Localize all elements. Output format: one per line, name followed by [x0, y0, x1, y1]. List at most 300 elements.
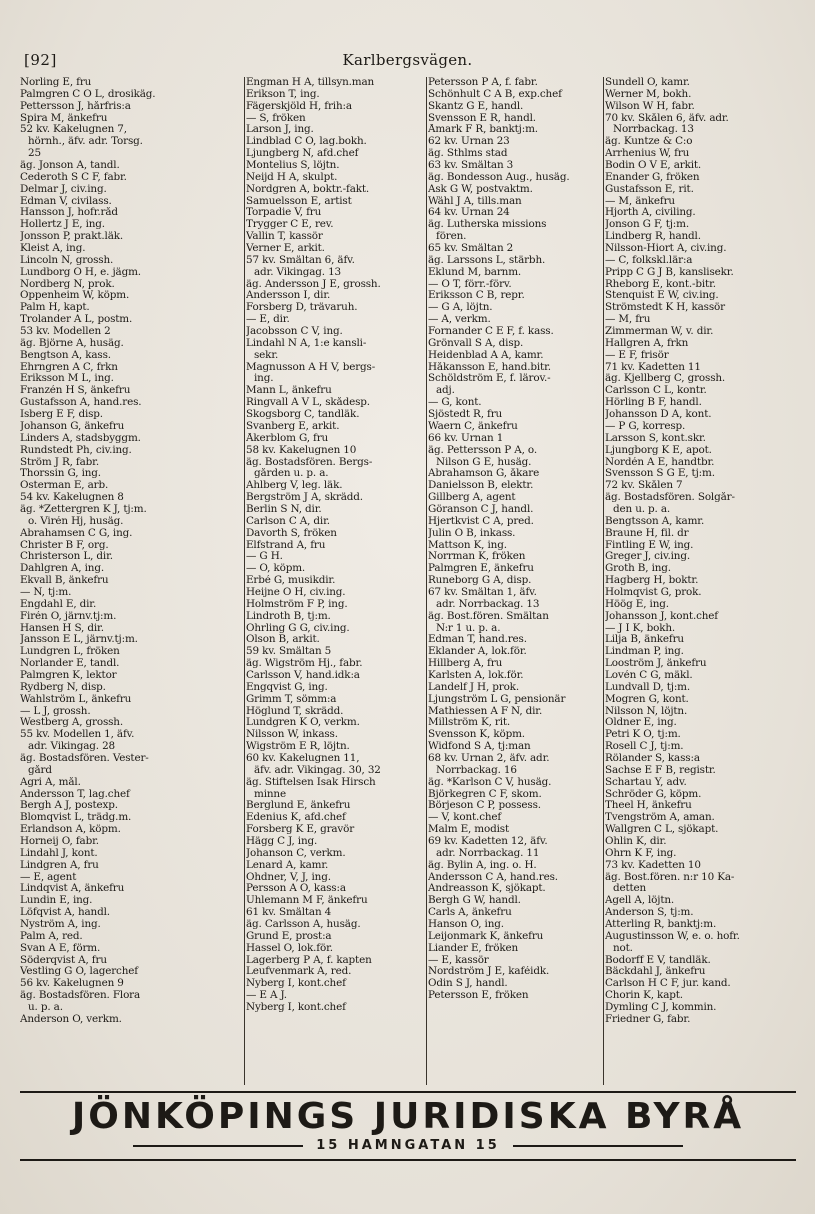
directory-entry: Tvengström A, aman.	[605, 812, 715, 824]
directory-entry: Julin O B, inkass.	[428, 527, 516, 539]
directory-entry: Grönvall S A, disp.	[428, 337, 524, 349]
directory-entry: Göranson C J, handl.	[428, 503, 534, 515]
advertisement-title: JÖNKÖPINGS JURIDISKA BYRÅ	[71, 1096, 745, 1137]
directory-entry: Elfstrand A, fru	[246, 539, 326, 551]
directory-entry: Cederoth S C F, fabr.	[20, 171, 127, 183]
directory-entry: Carlson C A, dir.	[246, 515, 330, 527]
directory-entry: Rosell C J, tj:m.	[605, 741, 684, 753]
directory-entry: Runeborg G A, disp.	[428, 575, 532, 587]
directory-entry: Svanberg E, arkit.	[246, 420, 340, 432]
directory-entry: Stenquist E W, civ.ing.	[605, 290, 719, 302]
directory-entry: Hörling B F, handl.	[605, 397, 702, 409]
directory-entry: äg. *Zettergren K J, tj:m.	[20, 503, 147, 515]
directory-entry: Strömstedt K H, kassör	[605, 302, 725, 314]
directory-entry: Blomqvist L, trädg.m.	[20, 812, 132, 824]
directory-entry: adr. Vikingag. 13	[254, 266, 342, 278]
directory-entry: Lindahl J, kont.	[20, 847, 98, 859]
directory-entry: Hillberg A, fru	[428, 658, 503, 670]
directory-entry: Ohdner, V, J, ing.	[246, 871, 331, 883]
directory-entry: Nyberg I, kont.chef	[246, 978, 346, 990]
directory-entry: Lilja B, änkefru	[605, 634, 684, 646]
directory-entry: Åkerblom G, fru	[246, 432, 329, 444]
directory-entry: Delmar J, civ.ing.	[20, 183, 107, 195]
directory-entry: Agell A, löjtn.	[605, 895, 675, 907]
directory-entry: Andersson I, dir.	[246, 290, 331, 302]
directory-entry: Lundvall D, tj:m.	[605, 681, 691, 693]
directory-entry: adr. Vikingag. 28	[28, 741, 116, 753]
directory-entry: Erikson T, ing.	[246, 88, 320, 100]
directory-entry: Gillberg A, agent	[428, 492, 516, 504]
directory-entry: äg. Larssons L, stärbh.	[428, 254, 546, 266]
directory-entry: Engdahl E, dir.	[20, 598, 97, 610]
directory-entry: Trolander A L, postm.	[20, 314, 133, 326]
directory-entry: 54 kv. Kakelugnen 8	[20, 492, 124, 504]
directory-entry: Johansson D A, kont.	[605, 409, 712, 421]
directory-entry: not.	[613, 942, 633, 954]
directory-entry: Ehrngren A C, frkn	[20, 361, 118, 373]
directory-entry: Ringvall A V L, skådesp.	[246, 397, 370, 409]
directory-entry: Nordgren A, boktr.-fakt.	[246, 183, 370, 195]
directory-entry: Magnusson A H V, bergs-	[246, 361, 376, 373]
directory-entry: Sjöstedt R, fru	[428, 409, 503, 421]
directory-entry: Fägerskjöld H, frih:a	[246, 100, 352, 112]
directory-entry: Nordström J E, kaféidk.	[428, 966, 550, 978]
directory-entry: Löfqvist A, handl.	[20, 907, 110, 919]
directory-entry: Heijne O H, civ.ing.	[246, 586, 346, 598]
directory-entry: — N, tj:m.	[20, 586, 72, 598]
directory-entry: Pettersson J, hårfris:a	[20, 100, 131, 112]
directory-entry: 55 kv. Modellen 1, äfv.	[20, 729, 135, 741]
directory-column-2	[246, 77, 424, 1087]
directory-entry: Nilsson-Hiort A, civ.ing.	[605, 243, 727, 255]
directory-entry: Wähl J A, tills.man	[428, 195, 522, 207]
directory-entry: Olson B, arkit.	[246, 634, 320, 646]
directory-entry: Bergh A J, postexp.	[20, 800, 118, 812]
directory-entry: Theel H, änkefru	[605, 800, 692, 812]
directory-entry: Lundgren L, fröken	[20, 646, 120, 658]
directory-entry: Nordberg N, prok.	[20, 278, 115, 290]
directory-entry: Lindblad C O, lag.bokh.	[246, 136, 367, 148]
directory-entry: hörnh., äfv. adr. Torsg.	[28, 136, 143, 148]
directory-entry: äg. Bostadsfören. Solgår-	[605, 492, 735, 504]
directory-entry: Persson A O, kass:a	[246, 883, 346, 895]
directory-entry: äg. Bostadsfören. Flora	[20, 990, 141, 1002]
directory-entry: Ohrling G G, civ.ing.	[246, 622, 350, 634]
directory-entry: Engman H A, tillsyn.man	[246, 77, 375, 88]
directory-entry: Davorth S, fröken	[246, 527, 337, 539]
directory-entry: Rölander S, kass:a	[605, 752, 700, 764]
directory-entry: Anderson S, tj:m.	[605, 907, 694, 919]
directory-entry: Anderson O, verkm.	[20, 1013, 122, 1025]
directory-entry: Looström J, änkefru	[605, 658, 707, 670]
directory-entry: Johansson J, kont.chef	[605, 610, 719, 622]
directory-entry: Andersson T, lag.chef	[20, 788, 130, 800]
directory-entry: Sundell O, kamr.	[605, 77, 690, 88]
directory-entry: Norling E, fru	[20, 77, 92, 88]
directory-entry: Agri A, mål.	[20, 776, 81, 788]
directory-entry: 72 kv. Skålen 7	[605, 480, 683, 492]
directory-entry: detten	[613, 883, 647, 895]
directory-entry: Håkansson E, hand.bitr.	[428, 361, 551, 373]
directory-entry: 69 kv. Kadetten 12, äfv.	[428, 836, 548, 847]
directory-entry: Nilson G E, husäg.	[436, 456, 532, 468]
advertisement-address: 15 HAMNGATAN 15	[316, 1138, 500, 1153]
directory-entry: Leufvenmark A, red.	[246, 966, 352, 978]
directory-entry: Björkegren C F, skom.	[428, 788, 542, 800]
directory-entry: äg. Andersson J E, grossh.	[246, 278, 381, 290]
directory-entry: Nilsson N, löjtn.	[605, 705, 688, 717]
directory-entry: Öhlin K, dir.	[605, 836, 667, 847]
directory-entry: Montelius S, löjtn.	[246, 160, 340, 172]
directory-entry: Palmgren C O L, drosikäg.	[20, 88, 156, 100]
directory-entry: äg. Bost.fören. n:r 10 Ka-	[605, 871, 735, 883]
directory-entry: Lindahl N A, 1:e kansli-	[246, 337, 367, 349]
directory-entry: Waern C, änkefru	[428, 420, 518, 432]
directory-entry: Schröder G, köpm.	[605, 788, 702, 800]
directory-entry: Nyström A, ing.	[20, 919, 101, 931]
directory-entry: äg. *Karlson C V, husäg.	[428, 776, 552, 788]
directory-entry: Carlson H C F, jur. kand.	[605, 978, 731, 990]
directory-entry: 52 kv. Kakelugnen 7,	[20, 124, 127, 136]
directory-entry: Kleist A, ing.	[20, 243, 86, 255]
directory-entry: Engqvist G, ing.	[246, 681, 328, 693]
directory-entry: Lindman P, ing.	[605, 646, 684, 658]
directory-entry: Nordén A E, handtbr.	[605, 456, 715, 468]
directory-entry: Hanson O, ing.	[428, 919, 504, 931]
decorative-rule	[513, 1145, 683, 1147]
directory-entry: Jansson E L, järnv.tj:m.	[20, 634, 138, 646]
directory-entry: — J I K, bokh.	[605, 622, 676, 634]
directory-entry: — M, fru	[605, 314, 651, 326]
directory-entry: Nyberg I, kont.chef	[246, 1002, 346, 1014]
directory-entry: Carlsson V, hand.idk:a	[246, 669, 360, 681]
directory-entry: 65 kv. Smältan 2	[428, 243, 514, 255]
directory-entry: Abrahamson G, åkare	[428, 468, 540, 480]
directory-entry: 71 kv. Kadetten 11	[605, 361, 701, 373]
directory-entry: 58 kv. Kakelugnen 10	[246, 444, 357, 456]
directory-entry: Söderqvist A, fru	[20, 954, 107, 966]
directory-entry: Gustafsson E, rit.	[605, 183, 694, 195]
directory-entry: — E A J.	[246, 990, 287, 1002]
directory-entry: Norrman K, fröken	[428, 551, 526, 563]
directory-entry: Leijonmark K, änkefru	[428, 930, 544, 942]
directory-entry: Åmark F R, banktj:m.	[428, 124, 538, 136]
directory-entry: Forsberg D, trävaruh.	[246, 302, 358, 314]
directory-entry: Vallin T, kassör	[246, 231, 323, 243]
directory-entry: Spira M, änkefru	[20, 112, 108, 124]
directory-entry: Lundborg O H, e. jägm.	[20, 266, 141, 278]
directory-entry: Norrbackag. 16	[436, 764, 517, 776]
directory-entry: Ask G W, postvaktm.	[428, 183, 533, 195]
directory-entry: Groth B, ing.	[605, 563, 671, 575]
directory-entry: Grund E, prost:a	[246, 930, 332, 942]
directory-entry: Andersson C A, hand.res.	[428, 871, 558, 883]
directory-entry: Fornander C E F, f. kass.	[428, 326, 554, 338]
directory-entry: adr. Norrbackag. 13	[436, 598, 540, 610]
directory-entry: äg. Pettersson P A, o.	[428, 444, 537, 456]
directory-entry: Johanson C, verkm.	[246, 847, 346, 859]
directory-entry: ing.	[254, 373, 274, 385]
directory-entry: Ljungberg N, afd.chef	[246, 148, 359, 160]
directory-entry: Berglund E, änkefru	[246, 800, 351, 812]
directory-entry: 70 kv. Skålen 6, äfv. adr.	[605, 112, 729, 124]
directory-entry: Widfond S A, tj:man	[428, 741, 531, 753]
directory-entry: Rundstedt Ph, civ.ing.	[20, 444, 132, 456]
directory-entry: äg. Björne A, husäg.	[20, 337, 124, 349]
directory-entry: Carls A, änkefru	[428, 907, 512, 919]
directory-entry: Edman V, civilass.	[20, 195, 112, 207]
directory-entry: Höög E, ing.	[605, 598, 669, 610]
directory-entry: 63 kv. Smältan 3	[428, 160, 514, 172]
directory-entry: Isberg E F, disp.	[20, 409, 103, 421]
directory-entry: Forsberg K E, gravör	[246, 824, 355, 836]
directory-entry: Liander E, fröken	[428, 942, 519, 954]
directory-entry: 67 kv. Smältan 1, äfv.	[428, 586, 537, 598]
directory-entry: Norlander E, tandl.	[20, 658, 120, 670]
directory-entry: — S, fröken	[246, 112, 306, 124]
directory-entry: Horneij O, fabr.	[20, 836, 99, 847]
directory-entry: — E, agent	[20, 871, 77, 883]
directory-entry: Uhlemann M F, änkefru	[246, 895, 368, 907]
directory-columns	[20, 77, 800, 1087]
directory-entry: Svan A E, förm.	[20, 942, 101, 954]
directory-entry: äg. Jonson A, tandl.	[20, 160, 120, 172]
directory-entry: Hansson J, hofr.råd	[20, 207, 118, 219]
directory-entry: 66 kv. Urnan 1	[428, 432, 504, 444]
directory-entry: Oppenheim W, köpm.	[20, 290, 130, 302]
directory-entry: Mathiessen A F N, dir.	[428, 705, 543, 717]
directory-entry: N:r 1 u. p. a.	[436, 622, 501, 634]
directory-entry: 61 kv. Smältan 4	[246, 907, 332, 919]
directory-entry: Berlin S N, dir.	[246, 503, 322, 515]
directory-entry: — L J, grossh.	[20, 705, 91, 717]
directory-entry: Lindqvist A, änkefru	[20, 883, 125, 895]
directory-entry: — O T, förr.-förv.	[428, 278, 512, 290]
directory-entry: Holmström F P, ing.	[246, 598, 348, 610]
directory-entry: Firén O, järnv.tj:m.	[20, 610, 117, 622]
directory-entry: sekr.	[254, 349, 279, 361]
directory-entry: Schöldström E, f. lärov.-	[428, 373, 551, 385]
directory-entry: Dahlgren A, ing.	[20, 563, 104, 575]
directory-entry: gård	[28, 764, 52, 776]
decorative-rule	[133, 1145, 303, 1147]
directory-entry: Lincoln N, grossh.	[20, 254, 114, 266]
directory-entry: Wahlström L, änkefru	[20, 693, 132, 705]
directory-entry: Wallgren C L, sjökapt.	[605, 824, 719, 836]
directory-entry: Eriksson M L, ing.	[20, 373, 114, 385]
directory-entry: Franzén H S, änkefru	[20, 385, 131, 397]
directory-entry: äg. Bost.fören. Smältan	[428, 610, 549, 622]
directory-entry: Mattson K, ing.	[428, 539, 507, 551]
directory-entry: Hallgren A, frkn	[605, 337, 689, 349]
column-divider	[426, 77, 427, 1085]
directory-entry: Öhrn K F, ing.	[605, 847, 677, 859]
directory-entry: 53 kv. Modellen 2	[20, 326, 111, 338]
directory-entry: Hollertz J E, ing.	[20, 219, 105, 231]
directory-entry: — E, kassör	[428, 954, 489, 966]
directory-entry: Carlsson C L, kontr.	[605, 385, 707, 397]
directory-entry: Ekvall B, änkefru	[20, 575, 109, 587]
directory-entry: fören.	[436, 231, 467, 243]
directory-entry: 57 kv. Smältan 6, äfv.	[246, 254, 355, 266]
directory-entry: o. Virén Hj, husäg.	[28, 515, 124, 527]
directory-entry: Palm A, red.	[20, 930, 83, 942]
directory-entry: Ljungström L G, pensionär	[428, 693, 566, 705]
directory-entry: Bodin O V E, arkit.	[605, 160, 702, 172]
directory-entry: Zimmerman W, v. dir.	[605, 326, 714, 338]
directory-entry: Lenard A, kamr.	[246, 859, 329, 871]
directory-entry: Hagberg H, boktr.	[605, 575, 699, 587]
directory-entry: — E F, frisör	[605, 349, 669, 361]
column-divider	[244, 77, 245, 1085]
directory-entry: 64 kv. Urnan 24	[428, 207, 510, 219]
directory-entry: äg. Wigström Hj., fabr.	[246, 658, 363, 670]
directory-entry: Höglund T, skrädd.	[246, 705, 344, 717]
page-number: [92]	[24, 51, 57, 69]
directory-entry: Palm H, kapt.	[20, 302, 90, 314]
directory-entry: Chorin K, kapt.	[605, 990, 683, 1002]
directory-entry: Lindroth B, tj:m.	[246, 610, 331, 622]
directory-entry: Bäckdahl J, änkefru	[605, 966, 706, 978]
directory-entry: Svensson K, köpm.	[428, 729, 525, 741]
directory-entry: Lindberg R, handl.	[605, 231, 701, 243]
directory-entry: Eriksson C B, repr.	[428, 290, 525, 302]
directory-entry: Braune H, fil. dr	[605, 527, 689, 539]
directory-entry: Palmgren K, lektor	[20, 669, 117, 681]
directory-entry: Lagerberg P A, f. kapten	[246, 954, 372, 966]
directory-entry: Eklander A, lok.för.	[428, 646, 527, 658]
directory-entry: Lundin E, ing.	[20, 895, 93, 907]
directory-entry: äg. Carlsson A, husäg.	[246, 919, 361, 931]
directory-entry: Petersson P A, f. fabr.	[428, 77, 538, 88]
directory-entry: Landelf J H, prok.	[428, 681, 519, 693]
directory-entry: Odin S J, handl.	[428, 978, 508, 990]
directory-entry: — O, köpm.	[246, 563, 306, 575]
directory-entry: Skogsborg C, tandläk.	[246, 409, 360, 421]
directory-entry: Mann L, änkefru	[246, 385, 332, 397]
directory-entry: äg. Bostadsfören. Vester-	[20, 752, 149, 764]
directory-entry: Jonsson P, prakt.läk.	[20, 231, 124, 243]
directory-entry: Abrahamsen C G, ing.	[20, 527, 133, 539]
directory-entry: — C, folkskl.lär:a	[605, 254, 693, 266]
directory-entry: Christerson L, dir.	[20, 551, 113, 563]
directory-entry: Heidenblad A A, kamr.	[428, 349, 544, 361]
directory-entry: Hjertkvist C A, pred.	[428, 515, 534, 527]
directory-entry: Edman T, hand.res.	[428, 634, 527, 646]
directory-entry: Hansen H S, dir.	[20, 622, 104, 634]
directory-entry: Enander G, fröken	[605, 171, 700, 183]
directory-entry: 73 kv. Kadetten 10	[605, 859, 701, 871]
directory-entry: äg. Lutherska missions	[428, 219, 547, 231]
directory-entry: Torpadie V, fru	[246, 207, 322, 219]
directory-entry: Edenius K, afd.chef	[246, 812, 346, 824]
directory-entry: Lovén C G, mäkl.	[605, 669, 693, 681]
directory-entry: — E, dir.	[246, 314, 290, 326]
directory-entry: Verner E, arkit.	[246, 243, 325, 255]
directory-entry: Hjorth A, civiling.	[605, 207, 696, 219]
directory-entry: Jacobsson C V, ing.	[246, 326, 343, 338]
directory-entry: äfv. adr. Vikingag. 30, 32	[254, 764, 381, 776]
directory-entry: — G, kont.	[428, 397, 482, 409]
directory-entry: Werner M, bokh.	[605, 88, 692, 100]
directory-entry: Petersson E, fröken	[428, 990, 529, 1002]
directory-entry: gården u. p. a.	[254, 468, 329, 480]
directory-entry: Greger J, civ.ing.	[605, 551, 690, 563]
directory-entry: Trygger C E, rev.	[246, 219, 334, 231]
directory-entry: Petri K O, tj:m.	[605, 729, 681, 741]
directory-entry: Bergström J A, skrädd.	[246, 492, 363, 504]
directory-entry: — V, kont.chef	[428, 812, 502, 824]
directory-entry: adr. Norrbackag. 11	[436, 847, 540, 859]
directory-entry: — M, änkefru	[605, 195, 675, 207]
directory-entry: Skantz G E, handl.	[428, 100, 524, 112]
directory-entry: Hassel O, lok.för.	[246, 942, 333, 954]
directory-entry: Bodorff E V, tandläk.	[605, 954, 711, 966]
directory-entry: Palmgren E, änkefru	[428, 563, 534, 575]
directory-entry: Christer B F, org.	[20, 539, 109, 551]
directory-entry: Erlandson A, köpm.	[20, 824, 121, 836]
directory-entry: Westberg A, grossh.	[20, 717, 124, 729]
directory-entry: äg. Bondesson Aug., husäg.	[428, 171, 570, 183]
directory-entry: Österman E, arb.	[20, 480, 109, 492]
directory-entry: Johanson G, änkefru	[20, 420, 125, 432]
directory-entry: Norrbackag. 13	[613, 124, 694, 136]
directory-entry: Nilsson W, inkass.	[246, 729, 338, 741]
directory-entry: Gustafsson A, hand.res.	[20, 397, 142, 409]
directory-entry: Lundgren K O, verkm.	[246, 717, 360, 729]
directory-entry: Jonson G F, tj:m.	[605, 219, 689, 231]
directory-entry: Rheborg E, kont.-bitr.	[605, 278, 716, 290]
directory-entry: Thorssin G, ing.	[20, 468, 101, 480]
directory-entry: Lindgren A, fru	[20, 859, 99, 871]
directory-entry: Andreasson K, sjökapt.	[428, 883, 546, 895]
directory-entry: den u. p. a.	[613, 503, 671, 515]
directory-entry: Vestling G O, lagerchef	[20, 966, 138, 978]
directory-entry: Ström J R, fabr.	[20, 456, 99, 468]
directory-entry: Oldner E, ing.	[605, 717, 677, 729]
directory-entry: Dymling C J, kommin.	[605, 1002, 717, 1014]
directory-entry: Hägg C J, ing.	[246, 836, 318, 847]
directory-entry: Bengtson A, kass.	[20, 349, 111, 361]
directory-entry: Fintling E W, ing.	[605, 539, 694, 551]
directory-entry: Wigström E R, löjtn.	[246, 741, 350, 753]
directory-entry: Larsson S, kont.skr.	[605, 432, 706, 444]
directory-entry: Svensson E R, handl.	[428, 112, 536, 124]
directory-entry: Karlsten A, lok.för.	[428, 669, 524, 681]
directory-entry: Friedner G, fabr.	[605, 1013, 691, 1025]
directory-entry: Millström K, rit.	[428, 717, 511, 729]
advertisement-address-row	[20, 1137, 796, 1155]
page-title: Karlbergsvägen.	[342, 51, 473, 69]
directory-entry: äg. Bostadsfören. Bergs-	[246, 456, 373, 468]
directory-entry: Svensson S G E, tj:m.	[605, 468, 715, 480]
directory-entry: Arrhenius W, fru	[605, 148, 690, 160]
advertisement-banner	[20, 1091, 796, 1161]
directory-column-4	[605, 77, 800, 1087]
directory-entry: Eklund M, barnm.	[428, 266, 522, 278]
directory-entry: — P G, korresp.	[605, 420, 686, 432]
directory-entry: Atterling R, banktj:m.	[605, 919, 717, 931]
directory-entry: — G A, löjtn.	[428, 302, 493, 314]
directory-entry: 59 kv. Smältan 5	[246, 646, 332, 658]
directory-entry: 62 kv. Urnan 23	[428, 136, 510, 148]
directory-entry: Danielsson B, elektr.	[428, 480, 534, 492]
directory-entry: Pripp C G J B, kanslisekr.	[605, 266, 734, 278]
directory-entry: Wilson W H, fabr.	[605, 100, 695, 112]
directory-entry: Ahlberg V, leg. läk.	[246, 480, 343, 492]
directory-entry: äg. Bylin A, ing. o. H.	[428, 859, 537, 871]
directory-entry: — A, verkm.	[428, 314, 491, 326]
